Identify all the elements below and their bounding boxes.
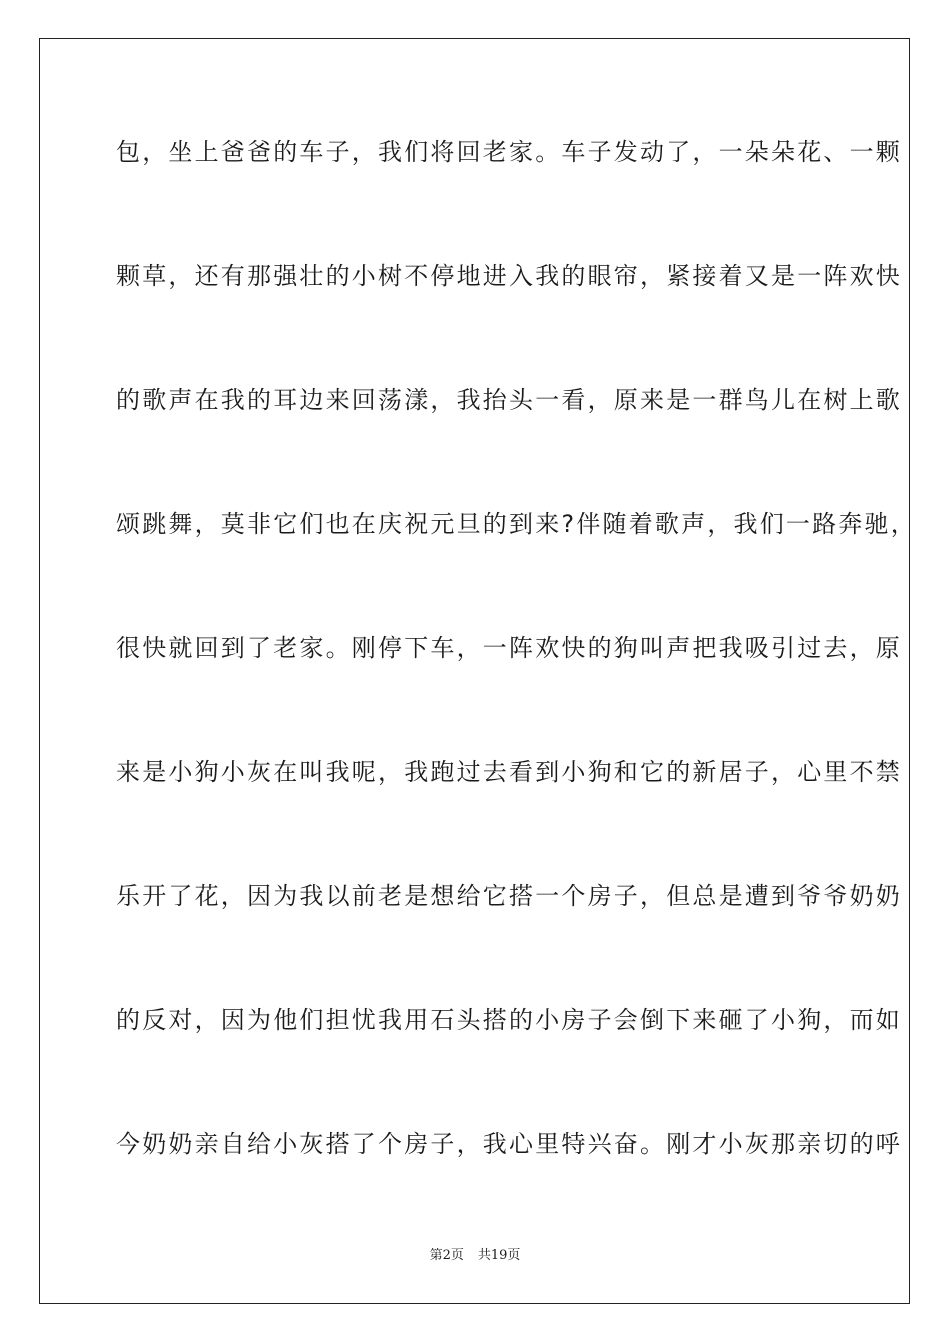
text-line: 的歌声在我的耳边来回荡漾，我抬头一看，原来是一群鸟儿在树上歌: [116, 386, 902, 414]
text-line: 乐开了花，因为我以前老是想给它搭一个房子，但总是遭到爷爷奶奶: [116, 882, 902, 910]
text-line: 颂跳舞，莫非它们也在庆祝元旦的到来?伴随着歌声，我们一路奔驰，: [116, 510, 917, 538]
text-line: 包，坐上爸爸的车子，我们将回老家。车子发动了，一朵朵花、一颗: [116, 138, 902, 166]
document-body: [116, 128, 917, 1244]
text-line: 来是小狗小灰在叫我呢，我跑过去看到小狗和它的新居子，心里不禁: [116, 758, 902, 786]
text-line: 很快就回到了老家。刚停下车，一阵欢快的狗叫声把我吸引过去，原: [116, 634, 902, 662]
text-line: 颗草，还有那强壮的小树不停地进入我的眼帘，紧接着又是一阵欢快: [116, 262, 902, 290]
page-number: 第2页: [429, 1248, 464, 1263]
text-line: 的反对，因为他们担忧我用石头搭的小房子会倒下来砸了小狗，而如: [116, 1006, 902, 1034]
page-total: 共19页: [477, 1248, 521, 1263]
text-line: 今奶奶亲自给小灰搭了个房子，我心里特兴奋。刚才小灰那亲切的呼: [116, 1130, 902, 1158]
page-footer: [0, 1246, 950, 1266]
